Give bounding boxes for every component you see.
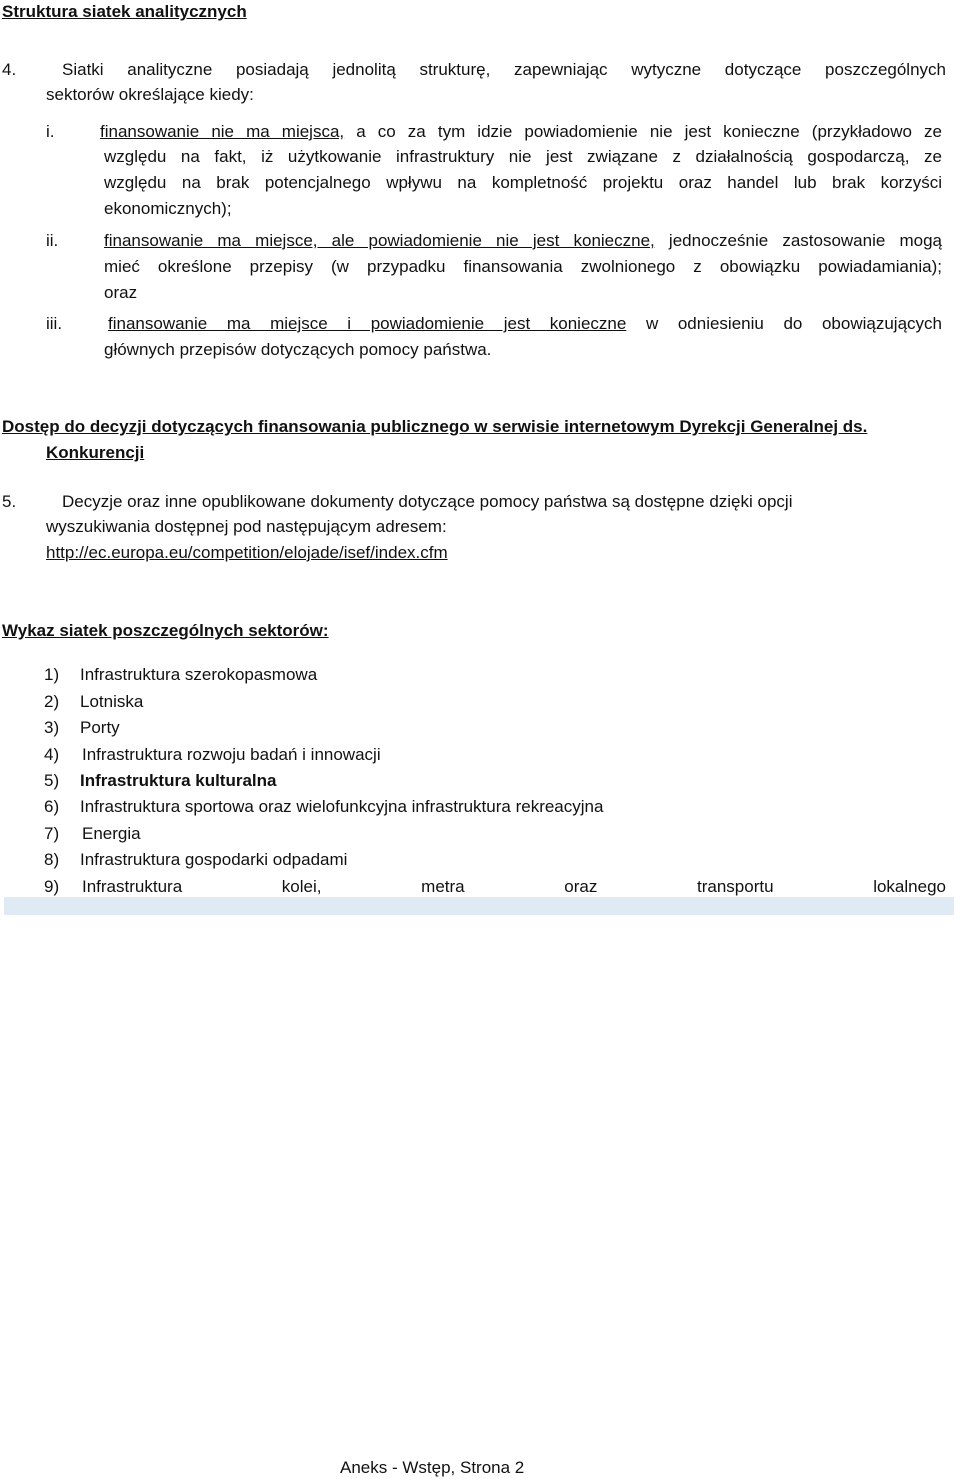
paragraph-number: 5. xyxy=(2,492,17,511)
list-number: 6) xyxy=(44,797,60,816)
list-marker-iii: iii. xyxy=(46,314,63,333)
sector-item: Infrastruktura rozwoju badań i innowacji xyxy=(82,745,381,764)
item-i-line2: względu na fakt, iż użytkowanie infrastruktury nie jest związane z działalnością gospodarczą, ze xyxy=(104,147,942,166)
item-ii-line1-rest: jednocześnie zastosowanie mogą xyxy=(654,231,943,250)
sector-item: Infrastruktura gospodarki odpadami xyxy=(80,850,348,869)
list-number: 4) xyxy=(44,745,60,764)
paragraph-5-line1: Decyzje oraz inne opublikowane dokumenty dotyczące pomocy państwa są dostępne dzięki opcji xyxy=(62,492,793,511)
list-number: 5) xyxy=(44,771,60,790)
list-number: 7) xyxy=(44,824,60,843)
list-marker-ii: ii. xyxy=(46,231,59,250)
section-heading-access-line1: Dostęp do decyzji dotyczących finansowania publicznego w serwisie internetowym Dyrekcji Generalnej ds. xyxy=(2,417,868,436)
sector-item: Porty xyxy=(80,718,120,737)
sector-item: Infrastruktura sportowa oraz wielofunkcyjna infrastruktura rekreacyjna xyxy=(80,797,604,816)
sector-item: Infrastruktura kolei, metra oraz transportu lokalnego xyxy=(82,877,946,896)
item-iii-line2: głównych przepisów dotyczących pomocy państwa. xyxy=(104,340,492,359)
paragraph-4-line1: Siatki analityczne posiadają jednolitą strukturę, zapewniając wytyczne dotyczące poszczególnych xyxy=(62,60,946,79)
sector-item-highlighted: Infrastruktura kulturalna xyxy=(80,771,277,790)
item-ii-line3: oraz xyxy=(104,283,138,302)
page-footer: Aneks - Wstęp, Strona 2 xyxy=(340,1458,525,1477)
list-number: 9) xyxy=(44,877,60,896)
item-ii-line2: mieć określone przepisy (w przypadku finansowania zwolnionego z obowiązku powiadamiania); xyxy=(104,257,942,276)
item-i-line1-rest: a co za tym idzie powiadomienie nie jest konieczne (przykładowo ze xyxy=(344,122,942,141)
section-heading-structure: Struktura siatek analitycznych xyxy=(2,2,247,21)
item-iii-line1-rest: w odniesieniu do obowiązujących xyxy=(626,314,942,333)
selection-highlight-bar xyxy=(4,897,954,915)
competition-decisions-link[interactable]: http://ec.europa.eu/competition/elojade/isef/index.cfm xyxy=(46,543,448,562)
paragraph-number: 4. xyxy=(2,60,17,79)
sector-item: Infrastruktura szerokopasmowa xyxy=(80,665,318,684)
item-ii-line1 xyxy=(104,231,942,251)
item-ii-underlined: finansowanie ma miejsce, ale powiadomienie nie jest konieczne, xyxy=(104,231,655,250)
item-iii-line1 xyxy=(108,314,942,334)
paragraph-4-line2: sektorów określające kiedy: xyxy=(46,85,254,104)
list-marker-i: i. xyxy=(46,122,55,141)
list-number: 8) xyxy=(44,850,60,869)
paragraph-5-line2: wyszukiwania dostępnej pod następującym adresem: xyxy=(46,517,447,536)
item-i-line3: względu na brak potencjalnego wpływu na kompletność projektu oraz handel lub brak korzyści xyxy=(104,173,942,192)
item-i-underlined: finansowanie nie ma miejsca, xyxy=(100,122,345,141)
list-number: 2) xyxy=(44,692,60,711)
section-heading-access-line2: Konkurencji xyxy=(46,443,145,462)
list-number: 1) xyxy=(44,665,60,684)
sector-item: Lotniska xyxy=(80,692,144,711)
item-i-line4: ekonomicznych); xyxy=(104,199,232,218)
sector-item: Energia xyxy=(82,824,141,843)
item-iii-underlined: finansowanie ma miejsce i powiadomienie jest konieczne xyxy=(108,314,627,333)
section-heading-sector-list: Wykaz siatek poszczególnych sektorów: xyxy=(2,621,329,640)
list-number: 3) xyxy=(44,718,60,737)
item-i-line1 xyxy=(100,122,942,142)
